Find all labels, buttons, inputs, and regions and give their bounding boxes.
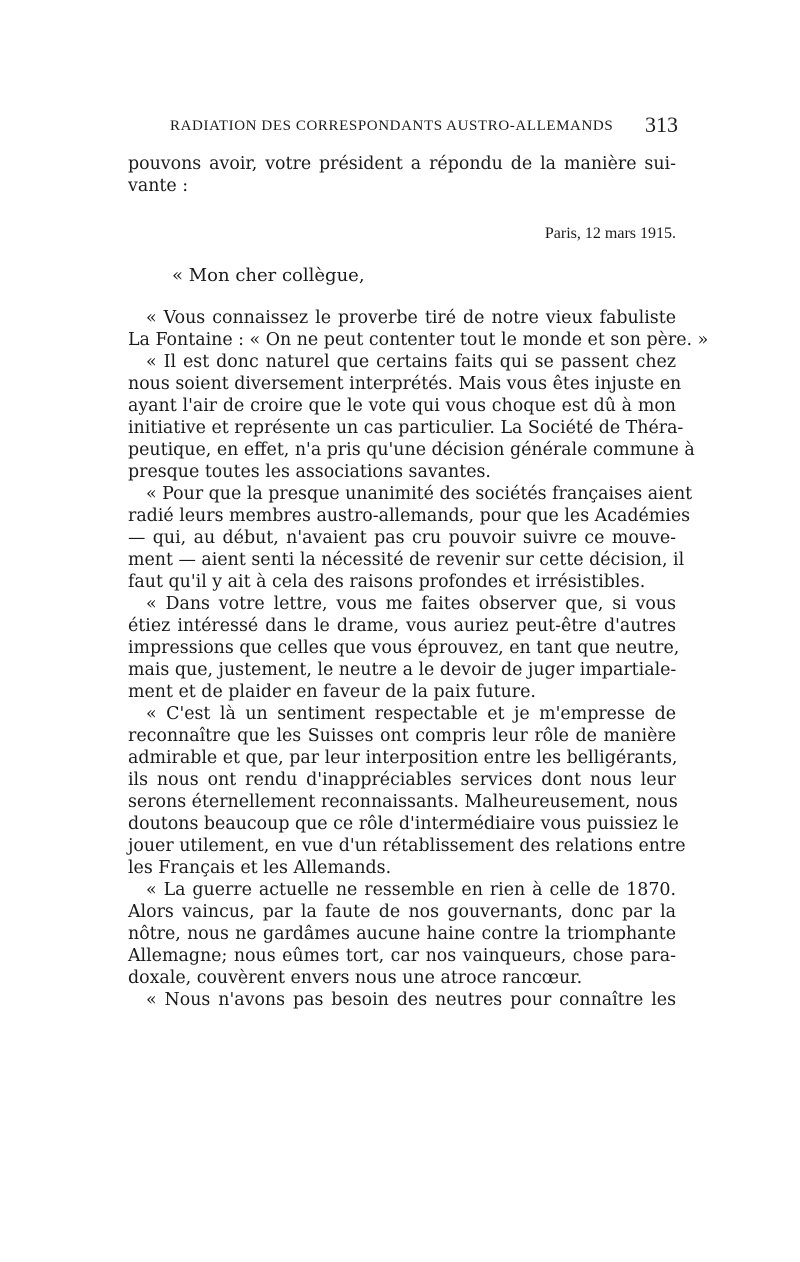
text-line: admirable et que, par leur interposition entre les belligérants, [128,748,678,768]
text-line: presque toutes les associations savantes. [128,462,491,482]
text-line: nous soient diversement interprétés. Mais vous êtes injuste en [128,374,682,394]
text-line: « Vous connaissez le proverbe tiré de notre vieux fabuliste [146,308,676,328]
text-line: « C'est là un sentiment respectable et je m'empresse de [146,704,676,724]
text-line: nôtre, nous ne gardâmes aucune haine contre la triomphante [128,924,676,944]
text-line: radié leurs membres austro-allemands, pour que les Académies [128,506,691,526]
text-line: doxale, couvèrent envers nous une atroce rancœur. [128,968,583,988]
text-line: doutons beaucoup que ce rôle d'intermédiaire vous puissiez le [128,814,679,834]
page-header [128,112,678,142]
text-line: faut qu'il y ait à cela des raisons profondes et irrésistibles. [128,572,646,592]
letter-body [128,307,709,1011]
text-line: ment et de plaider en faveur de la paix future. [128,682,536,702]
text-line: ils nous ont rendu d'inappréciables services dont nous leur [128,770,676,790]
text-line: « Nous n'avons pas besoin des neutres pour connaître les [146,990,676,1010]
text-line: mais que, justement, le neutre a le devoir de juger impartiale- [128,660,677,680]
text-line: « La guerre actuelle ne ressemble en rien à celle de 1870. [146,880,676,900]
text-line: Alors vaincus, par la faute de nos gouvernants, donc par la [128,902,676,922]
text-line: ayant l'air de croire que le vote qui vous choque est dû à mon [128,396,676,416]
text-line: impressions que celles que vous éprouvez, en tant que neutre, [128,638,680,658]
text-line: peutique, en effet, n'a pris qu'une décision générale commune à [128,440,695,460]
text-line: initiative et représente un cas particulier. La Société de Théra- [128,418,684,438]
text-line: — qui, au début, n'avaient pas cru pouvoir suivre ce mouve- [128,528,676,548]
text-line: étiez intéressé dans le drame, vous auriez peut-être d'autres [128,616,676,636]
text-line: serons éternellement reconnaissants. Malheureusement, nous [128,792,678,812]
page-number: 313 [645,112,678,137]
text-line: vante : [128,176,189,196]
text-line: « Dans votre lettre, vous me faites observer que, si vous [146,594,676,614]
text-line: ment — aient senti la nécessité de revenir sur cette décision, il [128,550,685,570]
text-line: pouvons avoir, votre président a répondu de la manière sui- [128,154,676,174]
text-line: « Pour que la presque unanimité des sociétés françaises aient [146,484,693,504]
text-line: La Fontaine : « On ne peut contenter tout le monde et son père. » [128,330,709,350]
intro-paragraph [128,153,676,197]
letter-dateline: Paris, 12 mars 1915. [544,225,676,242]
text-line: « Il est donc naturel que certains faits qui se passent chez [146,352,676,372]
text-line: reconnaître que les Suisses ont compris leur rôle de manière [128,726,676,746]
running-head: RADIATION DES CORRESPONDANTS AUSTRO-ALLEMANDS [170,118,614,134]
letter-salutation: « Mon cher collègue, [172,265,365,286]
text-line: jouer utilement, en vue d'un rétablissement des relations entre [128,836,686,856]
text-line: Allemagne; nous eûmes tort, car nos vainqueurs, chose para- [128,946,676,966]
text-line: les Français et les Allemands. [128,858,392,878]
